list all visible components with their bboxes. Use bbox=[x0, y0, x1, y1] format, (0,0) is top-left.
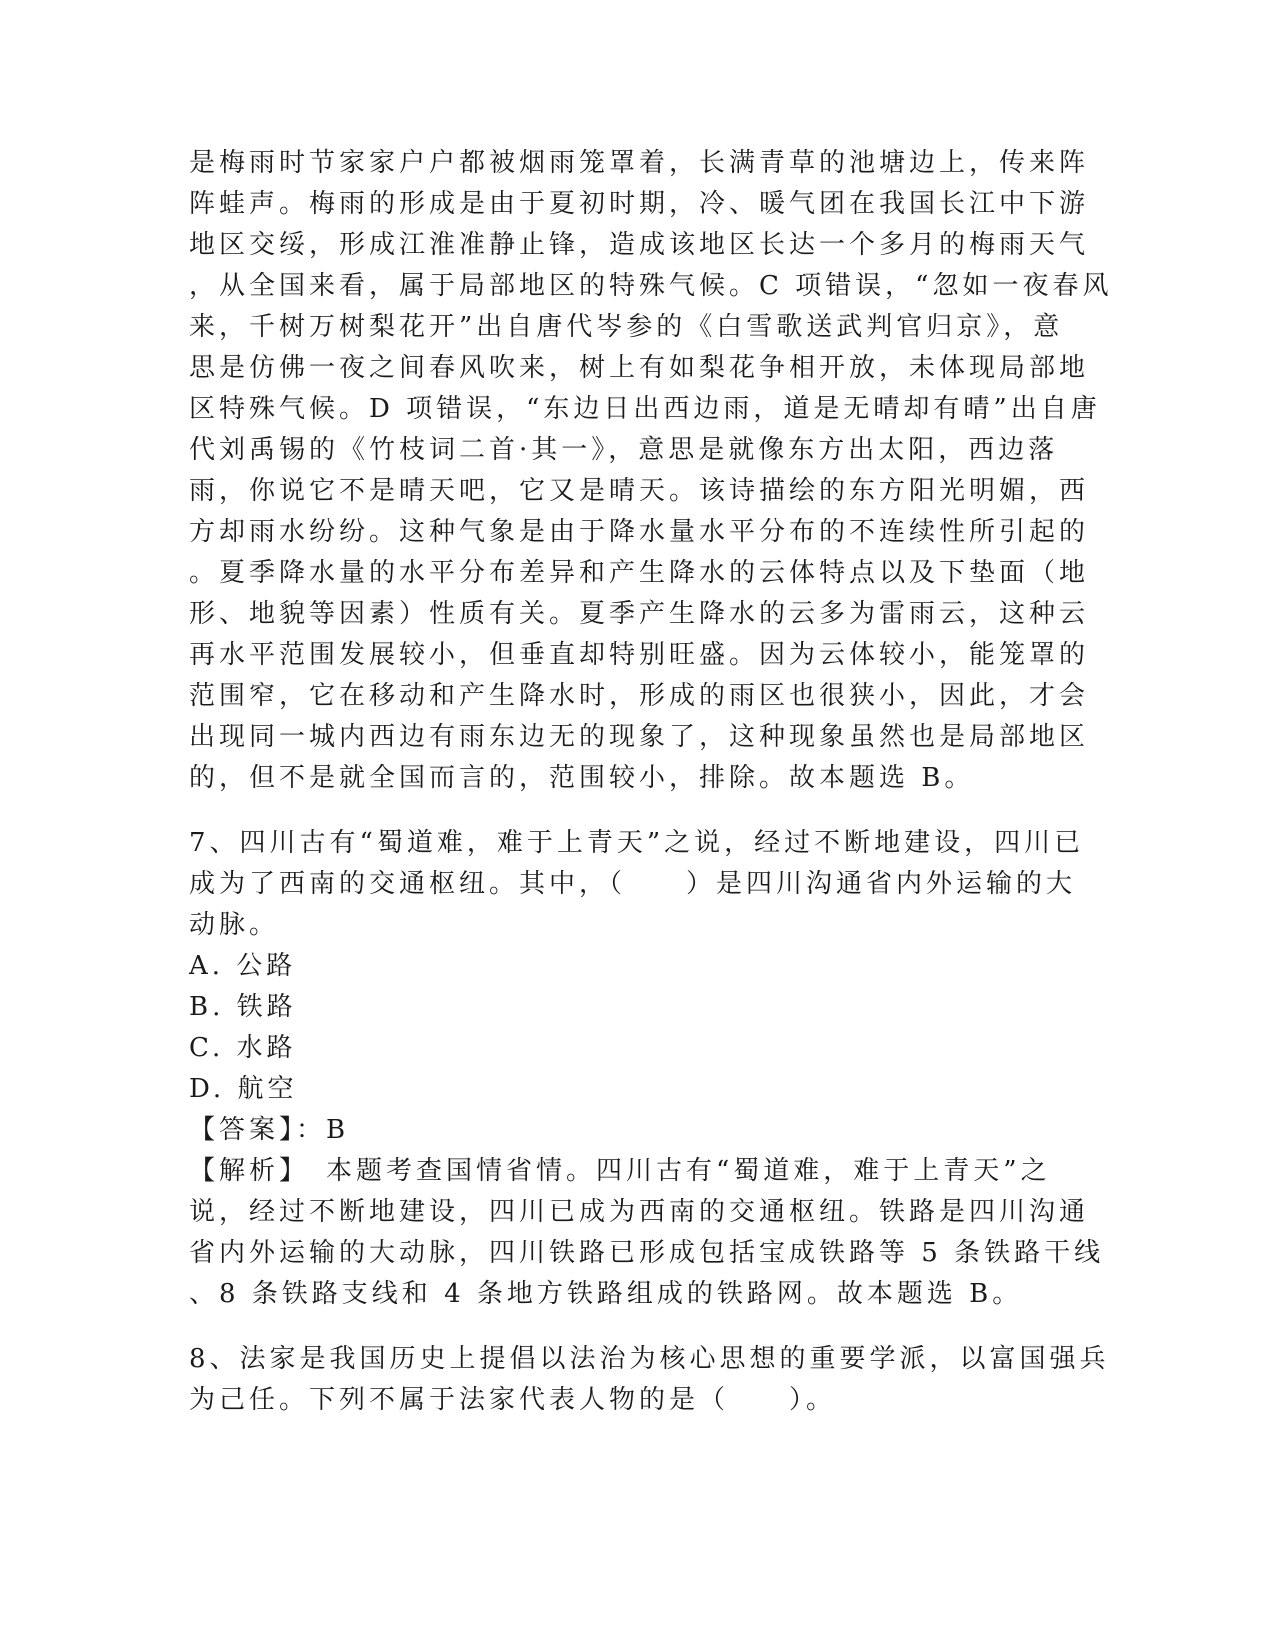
question-stem-line: 成为了西南的交通枢纽。其中，（ ）是四川沟通省内外运输的大 bbox=[189, 869, 1077, 899]
text-line: 是梅雨时节家家户户都被烟雨笼罩着，长满青草的池塘边上，传来阵 bbox=[189, 148, 1090, 178]
question-stem-line: 7、四川古有“蜀道难，难于上青天”之说，经过不断地建设，四川已 bbox=[189, 828, 1085, 858]
question-stem-line: 8、法家是我国历史上提倡以法治为核心思想的重要学派，以富国强兵 bbox=[189, 1344, 1110, 1374]
text-line: 的，但不是就全国而言的，范围较小，排除。故本题选 B。 bbox=[189, 763, 975, 793]
text-line: 阵蛙声。梅雨的形成是由于夏初时期，冷、暖气团在我国长江中下游 bbox=[189, 189, 1090, 219]
explanation-line: 【解析】 本题考查国情省情。四川古有“蜀道难，难于上青天”之 bbox=[189, 1156, 1051, 1186]
text-line: 代刘禹锡的《竹枝词二首·其一》，意思是就像东方出太阳，西边落 bbox=[189, 435, 1059, 465]
question-stem-line: 为己任。下列不属于法家代表人物的是（ ）。 bbox=[189, 1385, 837, 1415]
text-line: ，从全国来看，属于局部地区的特殊气候。C 项错误，“忽如一夜春风 bbox=[189, 271, 1113, 301]
option-d: D. 航空 bbox=[189, 1074, 298, 1104]
explanation-line: 、8 条铁路支线和 4 条地方铁路组成的铁路网。故本题选 B。 bbox=[189, 1279, 1023, 1309]
explanation-line: 省内外运输的大动脉，四川铁路已形成包括宝成铁路等 5 条铁路干线 bbox=[189, 1238, 1105, 1268]
option-c: C. 水路 bbox=[189, 1033, 297, 1063]
text-line: 思是仿佛一夜之间春风吹来，树上有如梨花争相开放，未体现局部地 bbox=[189, 353, 1090, 383]
text-line: 地区交绥，形成江淮准静止锋，造成该地区长达一个多月的梅雨天气 bbox=[189, 230, 1090, 260]
text-line: 区特殊气候。D 项错误，“东边日出西边雨，道是无晴却有晴”出自唐 bbox=[189, 394, 1101, 424]
text-line: 方却雨水纷纷。这种气象是由于降水量水平分布的不连续性所引起的 bbox=[189, 517, 1090, 547]
option-a: A. 公路 bbox=[189, 951, 297, 981]
text-line: 形、地貌等因素）性质有关。夏季产生降水的云多为雷雨云，这种云 bbox=[189, 599, 1090, 629]
text-line: 来，千树万树梨花开”出自唐代岑参的《白雪歌送武判官归京》，意 bbox=[189, 312, 1064, 342]
text-line: 。夏季降水量的水平分布差异和产生降水的云体特点以及下垫面（地 bbox=[189, 558, 1090, 588]
answer-line: 【答案】：B bbox=[189, 1115, 350, 1145]
question-stem-line: 动脉。 bbox=[189, 910, 280, 940]
text-line: 出现同一城内西边有雨东边无的现象了，这种现象虽然也是局部地区 bbox=[189, 722, 1090, 752]
option-b: B. 铁路 bbox=[189, 992, 297, 1022]
text-line: 再水平范围发展较小，但垂直却特别旺盛。因为云体较小，能笼罩的 bbox=[189, 640, 1090, 670]
text-line: 雨，你说它不是晴天吧，它又是晴天。该诗描绘的东方阳光明媚，西 bbox=[189, 476, 1090, 506]
text-line: 范围窄，它在移动和产生降水时，形成的雨区也很狭小，因此，才会 bbox=[189, 681, 1090, 711]
explanation-line: 说，经过不断地建设，四川已成为西南的交通枢纽。铁路是四川沟通 bbox=[189, 1197, 1090, 1227]
